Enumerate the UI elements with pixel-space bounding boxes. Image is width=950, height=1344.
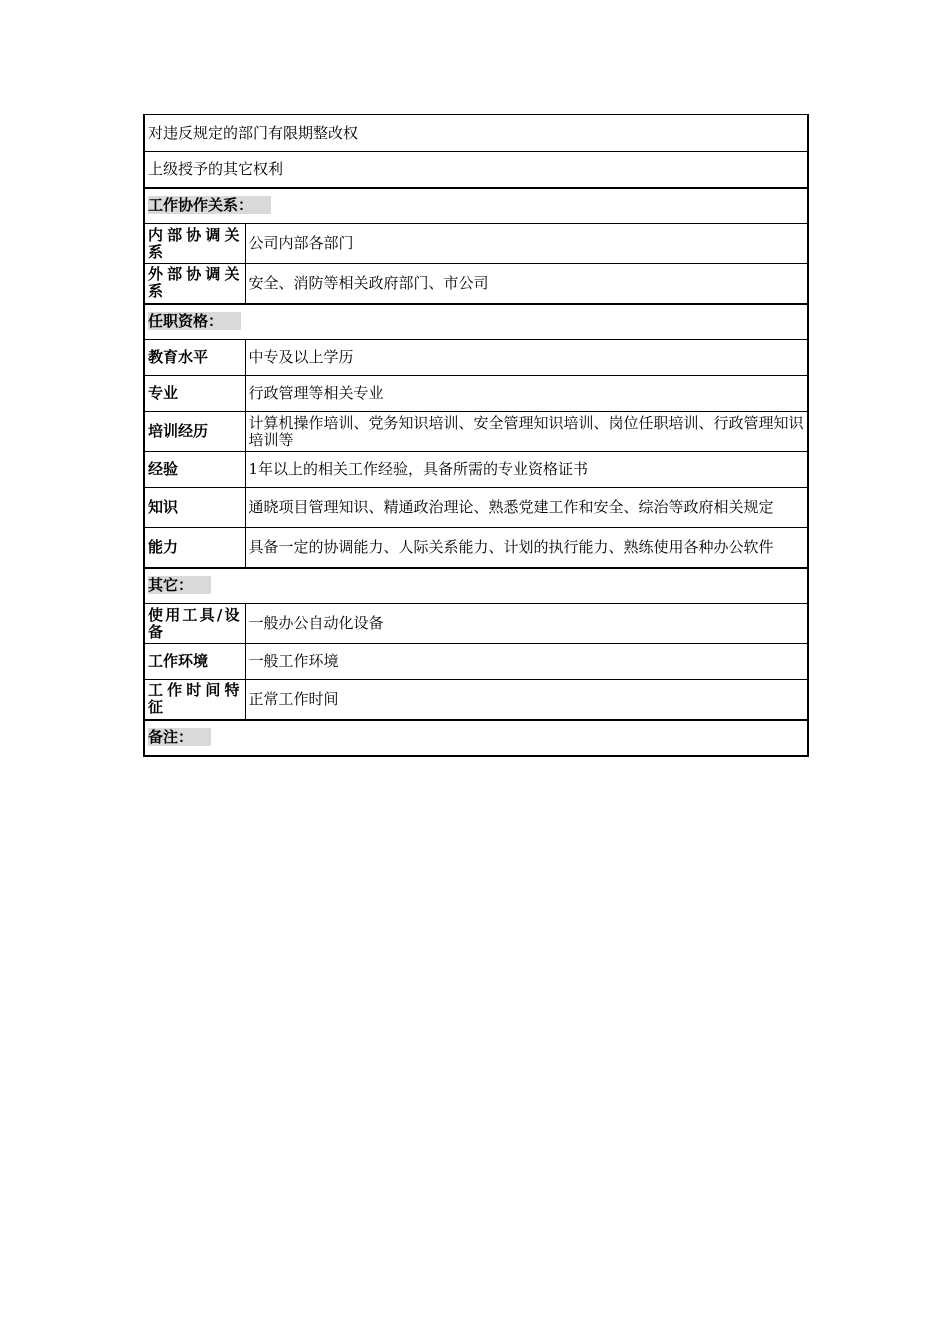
rights-row bbox=[144, 115, 808, 152]
table-row bbox=[144, 488, 808, 528]
section-header-row bbox=[144, 304, 808, 340]
remarks-heading: 备注： bbox=[148, 728, 211, 746]
row-value: 通晓项目管理知识、精通政治理论、熟悉党建工作和安全、综治等政府相关规定 bbox=[245, 488, 808, 528]
row-value: 一般工作环境 bbox=[245, 644, 808, 680]
table-row bbox=[144, 604, 808, 644]
row-label: 知识 bbox=[144, 488, 245, 528]
row-value: 计算机操作培训、党务知识培训、安全管理知识培训、岗位任职培训、行政管理知识培训等 bbox=[245, 412, 808, 452]
table-row bbox=[144, 452, 808, 488]
row-value: 公司内部各部门 bbox=[245, 224, 808, 264]
row-label: 能力 bbox=[144, 528, 245, 568]
row-label: 培训经历 bbox=[144, 412, 245, 452]
section-header-row bbox=[144, 568, 808, 604]
rights-row bbox=[144, 152, 808, 188]
row-value: 正常工作时间 bbox=[245, 680, 808, 720]
row-label: 使用工具/设备 bbox=[144, 604, 245, 644]
job-description-document bbox=[143, 114, 807, 757]
row-label: 教育水平 bbox=[144, 340, 245, 376]
rights-item: 对违反规定的部门有限期整改权 bbox=[144, 115, 808, 152]
table-row bbox=[144, 340, 808, 376]
row-label: 工作环境 bbox=[144, 644, 245, 680]
job-description-table bbox=[143, 114, 809, 757]
rights-item: 上级授予的其它权利 bbox=[144, 152, 808, 188]
qualifications-heading: 任职资格： bbox=[148, 312, 241, 330]
row-value: 行政管理等相关专业 bbox=[245, 376, 808, 412]
table-row bbox=[144, 528, 808, 568]
collaboration-heading: 工作协作关系： bbox=[148, 196, 271, 214]
table-row bbox=[144, 376, 808, 412]
row-label: 经验 bbox=[144, 452, 245, 488]
row-value: 一般办公自动化设备 bbox=[245, 604, 808, 644]
table-row bbox=[144, 680, 808, 720]
section-header-row bbox=[144, 188, 808, 224]
row-value: 具备一定的协调能力、人际关系能力、计划的执行能力、熟练使用各种办公软件 bbox=[245, 528, 808, 568]
other-heading: 其它： bbox=[148, 576, 211, 594]
row-label: 外部协调关系 bbox=[144, 264, 245, 304]
table-row bbox=[144, 224, 808, 264]
table-row bbox=[144, 644, 808, 680]
row-label: 工作时间特征 bbox=[144, 680, 245, 720]
row-value: 1年以上的相关工作经验，具备所需的专业资格证书 bbox=[245, 452, 808, 488]
row-value: 中专及以上学历 bbox=[245, 340, 808, 376]
row-value: 安全、消防等相关政府部门、市公司 bbox=[245, 264, 808, 304]
row-label: 内部协调关系 bbox=[144, 224, 245, 264]
row-label: 专业 bbox=[144, 376, 245, 412]
table-row bbox=[144, 264, 808, 304]
section-header-row bbox=[144, 720, 808, 756]
table-row bbox=[144, 412, 808, 452]
